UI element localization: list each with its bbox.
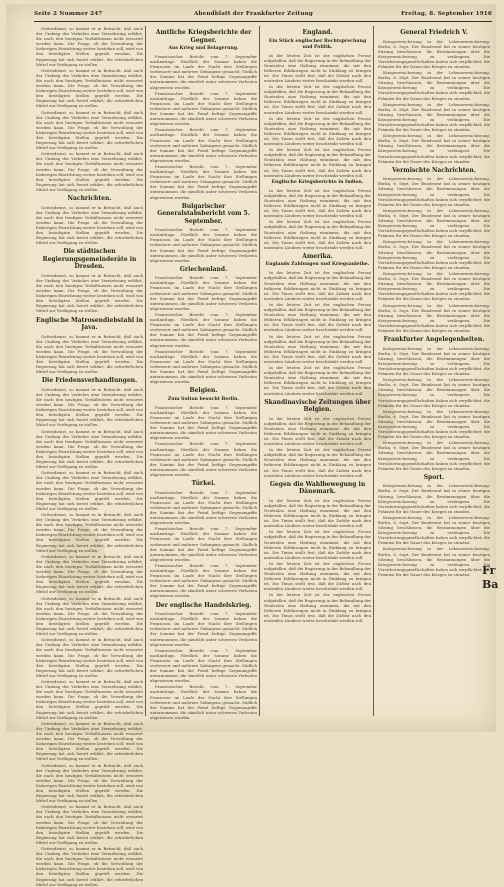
column-text: Französischer Bericht vom 7. September nachmittags. Nördlich der Somme haben die Franzosen im Laufe der Nacht ihre Stellungen verbessert und mehrere Gefangene gemacht. Südlich der Somme hat der Feind heftige Gegenangriffe unternommen, die sämtlich unter schweren Verlusten abgewiesen wurden. (150, 441, 257, 477)
column-text: Kriegsversicherung in der Lebensversicherung. Berlin, 6. Sept. Der Bundesrat hat in seiner heutigen Sitzung beschlossen, die Bestimmungen über die Kriegsversicherung zu verlängern. Die Versicherungsgesellschaften haben sich verpflichtet, die Prämien für die Dauer des Krieges zu stunden. (378, 345, 490, 377)
column-text: Gottesdienst, so kommt er in Betracht, daß auch der Umfang des Verkehrs eine Vermehrung erfährt, die nach den heutigen Verhältnissen nicht erwartet werden kann. Die Frage, ob die Verwaltung der bisherigen Einrichtung weiter bestehen soll, wird von den beteiligten Stellen geprüft werden. Die Regierung hat sich bereit erklärt, die erforderlichen Mittel zur Verfügung zu stellen. (36, 804, 143, 845)
column-text: Gottesdienst, so kommt er in Betracht, daß auch der Umfang des Verkehrs eine Vermehrung erfährt, die nach den heutigen Verhältnissen nicht erwartet werden kann. Die Frage, ob die Verwaltung der bisherigen Einrichtung weiter bestehen soll, wird von den beteiligten Stellen geprüft werden. Die Regierung hat sich bereit erklärt, die erforderlichen Mittel zur Verfügung zu stellen. (36, 720, 143, 762)
column-text: In der letzten Zeit ist der englischen Presse aufgefallen, daß die Regierung in der Behandlung der Neutralen eine Haltung einnimmt, die mit den früheren Erklärungen nicht in Einklang zu bringen ist. Die Times stellt fest, daß die Zufuhr nach den neutralen Ländern weiter beschränkt werden soll. (264, 333, 371, 364)
section-heading: Die Friedensverhandlungen. (41, 377, 138, 385)
section-heading: Amerika. (302, 252, 333, 260)
column-text: Gottesdienst, so kommt er in Betracht, daß auch der Umfang des Verkehrs eine Vermehrung erfährt, die nach den heutigen Verhältnissen nicht erwartet werden kann. Die Frage, ob die Verwaltung der bisherigen Einrichtung weiter bestehen soll, wird von den beteiligten Stellen geprüft werden. Die Regierung hat sich bereit erklärt, die erforderlichen Mittel zur Verfügung zu stellen. (36, 846, 143, 887)
column-rule (145, 26, 146, 716)
column-text: Französischer Bericht vom 7. September nachmittags. Nördlich der Somme haben die Franzosen im Laufe der Nacht ihre Stellungen verbessert und mehrere Gefangene gemacht. Südlich der Somme hat der Feind heftige Gegenangriffe unternommen, die sämtlich unter schweren Verlusten abgewiesen wurden. (150, 127, 257, 163)
column-text: Gottesdienst, so kommt er in Betracht, daß auch der Umfang des Verkehrs eine Vermehrung erfährt, die nach den heutigen Verhältnissen nicht erwartet werden kann. Die Frage, ob die Verwaltung der bisherigen Einrichtung weiter bestehen soll, wird von den beteiligten Stellen geprüft werden. Die Regierung hat sich bereit erklärt, die erforderlichen Mittel zur Verfügung zu stellen. (36, 470, 143, 511)
column-text: Französischer Bericht vom 7. September nachmittags. Nördlich der Somme haben die Franzosen im Laufe der Nacht ihre Stellungen verbessert und mehrere Gefangene gemacht. Südlich der Somme hat der Feind heftige Gegenangriffe unternommen, die sämtlich unter schweren Verlusten abgewiesen wurden. (150, 562, 257, 599)
column-text: In der letzten Zeit ist der englischen Presse aufgefallen, daß die Regierung in der Behandlung der Neutralen eine Haltung einnimmt, die mit den früheren Erklärungen nicht in Einklang zu bringen ist. Die Times stellt fest, daß die Zufuhr nach den neutralen Ländern weiter beschränkt werden soll. (264, 560, 371, 592)
column-text: Kriegsversicherung in der Lebensversicherung. Berlin, 6. Sept. Der Bundesrat hat in seiner heutigen Sitzung beschlossen, die Bestimmungen über die Kriegsversicherung zu verlängern. Die Versicherungsgesellschaften haben sich verpflichtet, die Prämien für die Dauer des Krieges zu stunden. (378, 408, 490, 440)
section-heading: Englische Matrosendiebstahl in Java. (36, 316, 143, 331)
section-heading: Belgien. (189, 387, 218, 395)
column-text: In der letzten Zeit ist der englischen Presse aufgefallen, daß die Regierung in der Behandlung der Neutralen eine Haltung einnimmt, die mit den früheren Erklärungen nicht in Einklang zu bringen ist. Die Times stellt fest, daß die Zufuhr nach den neutralen Ländern weiter beschränkt werden soll. (264, 529, 371, 560)
section-heading: Türkei. (191, 480, 216, 488)
column-text: In der letzten Zeit ist der englischen Presse aufgefallen, daß die Regierung in der Behandlung der Neutralen eine Haltung einnimmt, die mit den früheren Erklärungen nicht in Einklang zu bringen ist. Die Times stellt fest, daß die Zufuhr nach den neutralen Ländern weiter beschränkt werden soll. (264, 147, 371, 178)
column-text: Französischer Bericht vom 7. September nachmittags. Nördlich der Somme haben die Franzosen im Laufe der Nacht ihre Stellungen verbessert und mehrere Gefangene gemacht. Südlich der Somme hat der Feind heftige Gegenangriffe unternommen, die sämtlich unter schweren Verlusten abgewiesen wurden. (150, 311, 257, 348)
column-text: Gottesdienst, so kommt er in Betracht, daß auch der Umfang des Verkehrs eine Vermehrung erfährt, die nach den heutigen Verhältnissen nicht erwartet werden kann. Die Frage, ob die Verwaltung der bisherigen Einrichtung weiter bestehen soll, wird von den beteiligten Stellen geprüft werden. Die Regierung hat sich bereit erklärt, die erforderlichen Mittel zur Verfügung zu stellen. (36, 151, 143, 192)
column-text: In der letzten Zeit ist der englischen Presse aufgefallen, daß die Regierung in der Behandlung der Neutralen eine Haltung einnimmt, die mit den früheren Erklärungen nicht in Einklang zu bringen ist. Die Times stellt fest, daß die Zufuhr nach den neutralen Ländern weiter beschränkt werden soll. (264, 115, 371, 147)
adjacent-page-edge: Fr Ba (482, 564, 499, 591)
section-heading: England. (302, 29, 333, 36)
column-text: Kriegsversicherung in der Lebensversicherung. Berlin, 6. Sept. Der Bundesrat hat in seiner heutigen Sitzung beschlossen, die Bestimmungen über die Kriegsversicherung zu verlängern. Die Versicherungsgesellschaften haben sich verpflichtet, die Prämien für die Dauer des Krieges zu stunden. (378, 176, 490, 207)
section-subheading: Englands Zahlungen und Kriegsanleihe. (265, 262, 370, 268)
column-text: Französischer Bericht vom 7. September nachmittags. Nördlich der Somme haben die Franzosen im Laufe der Nacht ihre Stellungen verbessert und mehrere Gefangene gemacht. Südlich der Somme hat der Feind heftige Gegenangriffe unternommen, die sämtlich unter schweren Verlusten abgewiesen wurden. (150, 227, 257, 263)
column-text: Kriegsversicherung in der Lebensversicherung. Berlin, 6. Sept. Der Bundesrat hat in seiner heutigen Sitzung beschlossen, die Bestimmungen über die Kriegsversicherung zu verlängern. Die Versicherungsgesellschaften haben sich verpflichtet, die Prämien für die Dauer des Krieges zu stunden. (378, 133, 490, 164)
newspaper-page (6, 4, 499, 887)
column-rule (373, 26, 374, 716)
column-text: Gottesdienst, so kommt er in Betracht, daß auch der Umfang des Verkehrs eine Vermehrung erfährt, die nach den heutigen Verhältnissen nicht erwartet werden kann. Die Frage, ob die Verwaltung der bisherigen Einrichtung weiter bestehen soll, wird von den beteiligten Stellen geprüft werden. Die Regierung hat sich bereit erklärt, die erforderlichen Mittel zur Verfügung zu stellen. (36, 272, 143, 314)
column-text: In der letzten Zeit ist der englischen Presse aufgefallen, daß die Regierung in der Behandlung der Neutralen eine Haltung einnimmt, die mit den früheren Erklärungen nicht in Einklang zu bringen ist. Die Times stellt fest, daß die Zufuhr nach den neutralen Ländern weiter beschränkt werden soll. (264, 497, 371, 529)
column-text: In der letzten Zeit ist der englischen Presse aufgefallen, daß die Regierung in der Behandlung der Neutralen eine Haltung einnimmt, die mit den früheren Erklärungen nicht in Einklang zu bringen ist. Die Times stellt fest, daß die Zufuhr nach den neutralen Ländern weiter beschränkt werden soll. (264, 219, 371, 250)
column-text: Gottesdienst, so kommt er in Betracht, daß auch der Umfang des Verkehrs eine Vermehrung erfährt, die nach den heutigen Verhältnissen nicht erwartet werden kann. Die Frage, ob die Verwaltung der bisherigen Einrichtung weiter bestehen soll, wird von den beteiligten Stellen geprüft werden. Die Regierung hat sich bereit erklärt, die erforderlichen Mittel zur Verfügung zu stellen. (36, 109, 143, 151)
column-text: Gottesdienst, so kommt er in Betracht, daß auch der Umfang des Verkehrs eine Vermehrung erfährt, die nach den heutigen Verhältnissen nicht erwartet werden kann. Die Frage, ob die Verwaltung der bisherigen Einrichtung weiter bestehen soll, wird von den beteiligten Stellen geprüft werden. Die Regierung hat sich bereit erklärt, die erforderlichen Mittel zur Verfügung zu stellen. (36, 553, 143, 595)
column-text: In der letzten Zeit ist der englischen Presse aufgefallen, daß die Regierung in der Behandlung der Neutralen eine Haltung einnimmt, die mit den früheren Erklärungen nicht in Einklang zu bringen ist. Die Times stellt fest, daß die Zufuhr nach den neutralen Ländern weiter beschränkt werden soll. (264, 84, 371, 115)
header-page-number: Seite 2 Nummer 247 (34, 11, 103, 17)
column-text: Gottesdienst, so kommt er in Betracht, daß auch der Umfang des Verkehrs eine Vermehrung erfährt, die nach den heutigen Verhältnissen nicht erwartet werden kann. Die Frage, ob die Verwaltung der bisherigen Einrichtung weiter bestehen soll, wird von den beteiligten Stellen geprüft werden. Die Regierung hat sich bereit erklärt, die erforderlichen Mittel zur Verfügung zu stellen. (36, 386, 143, 428)
column-text: Französischer Bericht vom 7. September nachmittags. Nördlich der Somme haben die Franzosen im Laufe der Nacht ihre Stellungen verbessert und mehrere Gefangene gemacht. Südlich der Somme hat der Feind heftige Gegenangriffe unternommen, die sämtlich unter schweren Verlusten abgewiesen wurden. (150, 526, 257, 562)
column-text: Kriegsversicherung in der Lebensversicherung. Berlin, 6. Sept. Der Bundesrat hat in seiner heutigen Sitzung beschlossen, die Bestimmungen über die Kriegsversicherung zu verlängern. Die Versicherungsgesellschaften haben sich verpflichtet, die Prämien für die Dauer des Krieges zu stunden. (378, 38, 490, 69)
column-text: Französischer Bericht vom 7. September nachmittags. Nördlich der Somme haben die Franzosen im Laufe der Nacht ihre Stellungen verbessert und mehrere Gefangene gemacht. Südlich der Somme hat der Feind heftige Gegenangriffe unternommen, die sämtlich unter schweren Verlusten abgewiesen wurden. (150, 275, 257, 311)
column-text: Kriegsversicherung in der Lebensversicherung. Berlin, 6. Sept. Der Bundesrat hat in seiner heutigen Sitzung beschlossen, die Bestimmungen über die Kriegsversicherung zu verlängern. Die Versicherungsgesellschaften haben sich verpflichtet, die Prämien für die Dauer des Krieges zu stunden. (378, 546, 490, 577)
section-heading: Der englische Handelskrieg. (155, 601, 252, 609)
column-text: Französischer Bericht vom 7. September nachmittags. Nördlich der Somme haben die Franzosen im Laufe der Nacht ihre Stellungen verbessert und mehrere Gefangene gemacht. Südlich der Somme hat der Feind heftige Gegenangriffe unternommen, die sämtlich unter schweren Verlusten abgewiesen wurden. (150, 54, 257, 90)
section-heading: Frankfurter Angelegenheiten. (383, 336, 485, 344)
section-heading: Vermischte Nachrichten. (392, 166, 476, 174)
column-text: Kriegsversicherung in der Lebensversicherung. Berlin, 6. Sept. Der Bundesrat hat in seiner heutigen Sitzung beschlossen, die Bestimmungen über die Kriegsversicherung zu verlängern. Die Versicherungsgesellschaften haben sich verpflichtet, die Prämien für die Dauer des Krieges zu stunden. (378, 440, 490, 471)
column-text: In der letzten Zeit ist der englischen Presse aufgefallen, daß die Regierung in der Behandlung der Neutralen eine Haltung einnimmt, die mit den früheren Erklärungen nicht in Einklang zu bringen ist. Die Times stellt fest, daß die Zufuhr nach den neutralen Ländern weiter beschränkt werden soll. (264, 270, 371, 301)
column-text: In der letzten Zeit ist der englischen Presse aufgefallen, daß die Regierung in der Behandlung der Neutralen eine Haltung einnimmt, die mit den früheren Erklärungen nicht in Einklang zu bringen ist. Die Times stellt fest, daß die Zufuhr nach den neutralen Ländern weiter beschränkt werden soll. (264, 447, 371, 478)
column-text: Kriegsversicherung in der Lebensversicherung. Berlin, 6. Sept. Der Bundesrat hat in seiner heutigen Sitzung beschlossen, die Bestimmungen über die Kriegsversicherung zu verlängern. Die Versicherungsgesellschaften haben sich verpflichtet, die Prämien für die Dauer des Krieges zu stunden. (378, 483, 490, 514)
header-date: Freitag, 8. September 1916 (400, 11, 492, 17)
column-text: In der letzten Zeit ist der englischen Presse aufgefallen, daß die Regierung in der Behandlung der Neutralen eine Haltung einnimmt, die mit den früheren Erklärungen nicht in Einklang zu bringen ist. Die Times stellt fest, daß die Zufuhr nach den neutralen Ländern weiter beschränkt werden soll. (264, 301, 371, 333)
column-text: Kriegsversicherung in der Lebensversicherung. Berlin, 6. Sept. Der Bundesrat hat in seiner heutigen Sitzung beschlossen, die Bestimmungen über die Kriegsversicherung zu verlängern. Die Versicherungsgesellschaften haben sich verpflichtet, die Prämien für die Dauer des Krieges zu stunden. (378, 239, 490, 270)
column-4 (378, 26, 490, 716)
column-text: Gottesdienst, so kommt er in Betracht, daß auch der Umfang des Verkehrs eine Vermehrung erfährt, die nach den heutigen Verhältnissen nicht erwartet werden kann. Die Frage, ob die Verwaltung der bisherigen Einrichtung weiter bestehen soll, wird von den beteiligten Stellen geprüft werden. Die Regierung hat sich bereit erklärt, die erforderlichen Mittel zur Verfügung zu stellen. (36, 512, 143, 553)
column-text: Gottesdienst, so kommt er in Betracht, daß auch der Umfang des Verkehrs eine Vermehrung erfährt, die nach den heutigen Verhältnissen nicht erwartet werden kann. Die Frage, ob die Verwaltung der bisherigen Einrichtung weiter bestehen soll, wird von den beteiligten Stellen geprüft werden. Die Regierung hat sich bereit erklärt, die erforderlichen Mittel zur Verfügung zu stellen. (36, 637, 143, 678)
column-text: Gottesdienst, so kommt er in Betracht, daß auch der Umfang des Verkehrs eine Vermehrung erfährt, die nach den heutigen Verhältnissen nicht erwartet werden kann. Die Frage, ob die Verwaltung der bisherigen Einrichtung weiter bestehen soll, wird von den beteiligten Stellen geprüft werden. Die Regierung hat sich bereit erklärt, die erforderlichen Mittel zur Verfügung zu stellen. (36, 333, 143, 375)
section-heading: Gegen die Wahlbewegung in Dänemark. (269, 480, 366, 496)
section-heading: Nachrichten. (67, 195, 112, 202)
column-text: Französischer Bericht vom 7. September nachmittags. Nördlich der Somme haben die Franzosen im Laufe der Nacht ihre Stellungen verbessert und mehrere Gefangene gemacht. Südlich der Somme hat der Feind heftige Gegenangriffe unternommen, die sämtlich unter schweren Verlusten abgewiesen wurden. (150, 90, 257, 127)
column-text: Kriegsversicherung in der Lebensversicherung. Berlin, 6. Sept. Der Bundesrat hat in seiner heutigen Sitzung beschlossen, die Bestimmungen über die Kriegsversicherung zu verlängern. Die Versicherungsgesellschaften haben sich verpflichtet, die Prämien für die Dauer des Krieges zu stunden. (378, 70, 490, 101)
column-text: Französischer Bericht vom 7. September nachmittags. Nördlich der Somme haben die Franzosen im Laufe der Nacht ihre Stellungen verbessert und mehrere Gefangene gemacht. Südlich der Somme hat der Feind heftige Gegenangriffe unternommen, die sämtlich unter schweren Verlusten abgewiesen wurden. (150, 489, 257, 526)
section-heading: Amtliche Kriegsberichte der Gegner. (155, 29, 252, 44)
column-text: Französischer Bericht vom 7. September nachmittags. Nördlich der Somme haben die Franzosen im Laufe der Nacht ihre Stellungen verbessert und mehrere Gefangene gemacht. Südlich der Somme hat der Feind heftige Gegenangriffe unternommen, die sämtlich unter schweren Verlusten abgewiesen wurden. (150, 647, 257, 684)
column-text: Kriegsversicherung in der Lebensversicherung. Berlin, 6. Sept. Der Bundesrat hat in seiner heutigen Sitzung beschlossen, die Bestimmungen über die Kriegsversicherung zu verlängern. Die Versicherungsgesellschaften haben sich verpflichtet, die Prämien für die Dauer des Krieges zu stunden. (378, 207, 490, 239)
column-text: Gottesdienst, so kommt er in Betracht, daß auch der Umfang des Verkehrs eine Vermehrung erfährt, die nach den heutigen Verhältnissen nicht erwartet werden kann. Die Frage, ob die Verwaltung der bisherigen Einrichtung weiter bestehen soll, wird von den beteiligten Stellen geprüft werden. Die Regierung hat sich bereit erklärt, die erforderlichen Mittel zur Verfügung zu stellen. (36, 762, 143, 804)
column-text: Französischer Bericht vom 7. September nachmittags. Nördlich der Somme haben die Franzosen im Laufe der Nacht ihre Stellungen verbessert und mehrere Gefangene gemacht. Südlich der Somme hat der Feind heftige Gegenangriffe unternommen, die sämtlich unter schweren Verlusten abgewiesen wurden. (150, 348, 257, 385)
section-heading: Die städtischen Regierungsgemeinderäte in Dresden. (42, 248, 137, 271)
column-text: Kriegsversicherung in der Lebensversicherung. Berlin, 6. Sept. Der Bundesrat hat in seiner heutigen Sitzung beschlossen, die Bestimmungen über die Kriegsversicherung zu verlängern. Die Versicherungsgesellschaften haben sich verpflichtet, die Prämien für die Dauer des Krieges zu stunden. (378, 377, 490, 408)
section-heading: General Friedrich V. (400, 29, 468, 36)
column-text: In der letzten Zeit ist der englischen Presse aufgefallen, daß die Regierung in der Behandlung der Neutralen eine Haltung einnimmt, die mit den früheren Erklärungen nicht in Einklang zu bringen ist. Die Times stellt fest, daß die Zufuhr nach den neutralen Ländern weiter beschränkt werden soll. (264, 187, 371, 219)
column-text: Französischer Bericht vom 7. September nachmittags. Nördlich der Somme haben die Franzosen im Laufe der Nacht ihre Stellungen verbessert und mehrere Gefangene gemacht. Südlich der Somme hat der Feind heftige Gegenangriffe unternommen, die sämtlich unter schweren Verlusten abgewiesen wurden. (150, 684, 257, 720)
header-masthead: Abendblatt der Frankfurter Zeitung (194, 11, 313, 17)
section-heading: Sport. (423, 473, 445, 481)
column-text: In der letzten Zeit ist der englischen Presse aufgefallen, daß die Regierung in der Behandlung der Neutralen eine Haltung einnimmt, die mit den früheren Erklärungen nicht in Einklang zu bringen ist. Die Times stellt fest, daß die Zufuhr nach den neutralen Ländern weiter beschränkt werden soll. (264, 415, 371, 447)
section-heading: Griechenland. (179, 265, 228, 273)
column-text: Gottesdienst, so kommt er in Betracht, daß auch der Umfang des Verkehrs eine Vermehrung erfährt, die nach den heutigen Verhältnissen nicht erwartet werden kann. Die Frage, ob die Verwaltung der bisherigen Einrichtung weiter bestehen soll, wird von den beteiligten Stellen geprüft werden. Die Regierung hat sich bereit erklärt, die erforderlichen Mittel zur Verfügung zu stellen. (36, 679, 143, 720)
column-text: Französischer Bericht vom 7. September nachmittags. Nördlich der Somme haben die Franzosen im Laufe der Nacht ihre Stellungen verbessert und mehrere Gefangene gemacht. Südlich der Somme hat der Feind heftige Gegenangriffe unternommen, die sämtlich unter schweren Verlusten abgewiesen wurden. (150, 404, 257, 441)
section-subheading: Ein Stück englischer Rechtsprechung und Politik. (268, 38, 367, 50)
column-rule (259, 26, 260, 716)
column-text: Gottesdienst, so kommt er in Betracht, daß auch der Umfang des Verkehrs eine Vermehrung erfährt, die nach den heutigen Verhältnissen nicht erwartet werden kann. Die Frage, ob die Verwaltung der bisherigen Einrichtung weiter bestehen soll, wird von den beteiligten Stellen geprüft werden. Die Regierung hat sich bereit erklärt, die erforderlichen Mittel zur Verfügung zu stellen. (36, 595, 143, 637)
section-heading: Skandinavische Zeitungen über Belgien. (264, 398, 371, 414)
column-text: Gottesdienst, so kommt er in Betracht, daß auch der Umfang des Verkehrs eine Vermehrung erfährt, die nach den heutigen Verhältnissen nicht erwartet werden kann. Die Frage, ob die Verwaltung der bisherigen Einrichtung weiter bestehen soll, wird von den beteiligten Stellen geprüft werden. Die Regierung hat sich bereit erklärt, die erforderlichen Mittel zur Verfügung zu stellen. (36, 67, 143, 109)
page-header (34, 9, 492, 22)
section-subheading: Aus Krieg und Belagerung. (168, 46, 239, 51)
column-1 (36, 26, 143, 887)
column-text: Französischer Bericht vom 7. September nachmittags. Nördlich der Somme haben die Franzosen im Laufe der Nacht ihre Stellungen verbessert und mehrere Gefangene gemacht. Südlich der Somme hat der Feind heftige Gegenangriffe unternommen, die sämtlich unter schweren Verlusten abgewiesen wurden. (150, 611, 257, 647)
column-3 (264, 26, 371, 716)
column-text: Französischer Bericht vom 7. September nachmittags. Nördlich der Somme haben die Franzosen im Laufe der Nacht ihre Stellungen verbessert und mehrere Gefangene gemacht. Südlich der Somme hat der Feind heftige Gegenangriffe unternommen, die sämtlich unter schweren Verlusten abgewiesen wurden. (150, 163, 257, 200)
column-text: Kriegsversicherung in der Lebensversicherung. Berlin, 6. Sept. Der Bundesrat hat in seiner heutigen Sitzung beschlossen, die Bestimmungen über die Kriegsversicherung zu verlängern. Die Versicherungsgesellschaften haben sich verpflichtet, die Prämien für die Dauer des Krieges zu stunden. (378, 101, 490, 133)
column-text: Kriegsversicherung in der Lebensversicherung. Berlin, 6. Sept. Der Bundesrat hat in seiner heutigen Sitzung beschlossen, die Bestimmungen über die Kriegsversicherung zu verlängern. Die Versicherungsgesellschaften haben sich verpflichtet, die Prämien für die Dauer des Krieges zu stunden. (378, 270, 490, 302)
column-text: In der letzten Zeit ist der englischen Presse aufgefallen, daß die Regierung in der Behandlung der Neutralen eine Haltung einnimmt, die mit den früheren Erklärungen nicht in Einklang zu bringen ist. Die Times stellt fest, daß die Zufuhr nach den neutralen Ländern weiter beschränkt werden soll. (264, 52, 371, 83)
column-text: Gottesdienst, so kommt er in Betracht, daß auch der Umfang des Verkehrs eine Vermehrung erfährt, die nach den heutigen Verhältnissen nicht erwartet werden kann. Die Frage, ob die Verwaltung der bisherigen Einrichtung weiter bestehen soll, wird von den beteiligten Stellen geprüft werden. Die Regierung hat sich bereit erklärt, die erforderlichen Mittel zur Verfügung zu stellen. (36, 428, 143, 470)
column-text: In der letzten Zeit ist der englischen Presse aufgefallen, daß die Regierung in der Behandlung der Neutralen eine Haltung einnimmt, die mit den früheren Erklärungen nicht in Einklang zu bringen ist. Die Times stellt fest, daß die Zufuhr nach den neutralen Ländern weiter beschränkt werden soll. (264, 365, 371, 396)
section-heading: Bulgarischer Generalstabsbericht vom 5. September. (157, 202, 250, 225)
section-subheading: Zum Sultan besucht Berlin. (167, 396, 240, 402)
column-text: Gottesdienst, so kommt er in Betracht, daß auch der Umfang des Verkehrs eine Vermehrung erfährt, die nach den heutigen Verhältnissen nicht erwartet werden kann. Die Frage, ob die Verwaltung der bisherigen Einrichtung weiter bestehen soll, wird von den beteiligten Stellen geprüft werden. Die Regierung hat sich bereit erklärt, die erforderlichen Mittel zur Verfügung zu stellen. (36, 204, 143, 246)
column-text: Gottesdienst, so kommt er in Betracht, daß auch der Umfang des Verkehrs eine Vermehrung erfährt, die nach den heutigen Verhältnissen nicht erwartet werden kann. Die Frage, ob die Verwaltung der bisherigen Einrichtung weiter bestehen soll, wird von den beteiligten Stellen geprüft werden. Die Regierung hat sich bereit erklärt, die erforderlichen Mittel zur Verfügung zu stellen. (36, 26, 143, 67)
section-subheading: Englische Kriegsberichte in Indien. (271, 179, 364, 185)
column-text: Kriegsversicherung in der Lebensversicherung. Berlin, 6. Sept. Der Bundesrat hat in seiner heutigen Sitzung beschlossen, die Bestimmungen über die Kriegsversicherung zu verlängern. Die Versicherungsgesellschaften haben sich verpflichtet, die Prämien für die Dauer des Krieges zu stunden. (378, 302, 490, 333)
column-2 (150, 26, 257, 720)
column-text: Kriegsversicherung in der Lebensversicherung. Berlin, 6. Sept. Der Bundesrat hat in seiner heutigen Sitzung beschlossen, die Bestimmungen über die Kriegsversicherung zu verlängern. Die Versicherungsgesellschaften haben sich verpflichtet, die Prämien für die Dauer des Krieges zu stunden. (378, 514, 490, 546)
column-text: In der letzten Zeit ist der englischen Presse aufgefallen, daß die Regierung in der Behandlung der Neutralen eine Haltung einnimmt, die mit den früheren Erklärungen nicht in Einklang zu bringen ist. Die Times stellt fest, daß die Zufuhr nach den neutralen Ländern weiter beschränkt werden soll. (264, 592, 371, 623)
